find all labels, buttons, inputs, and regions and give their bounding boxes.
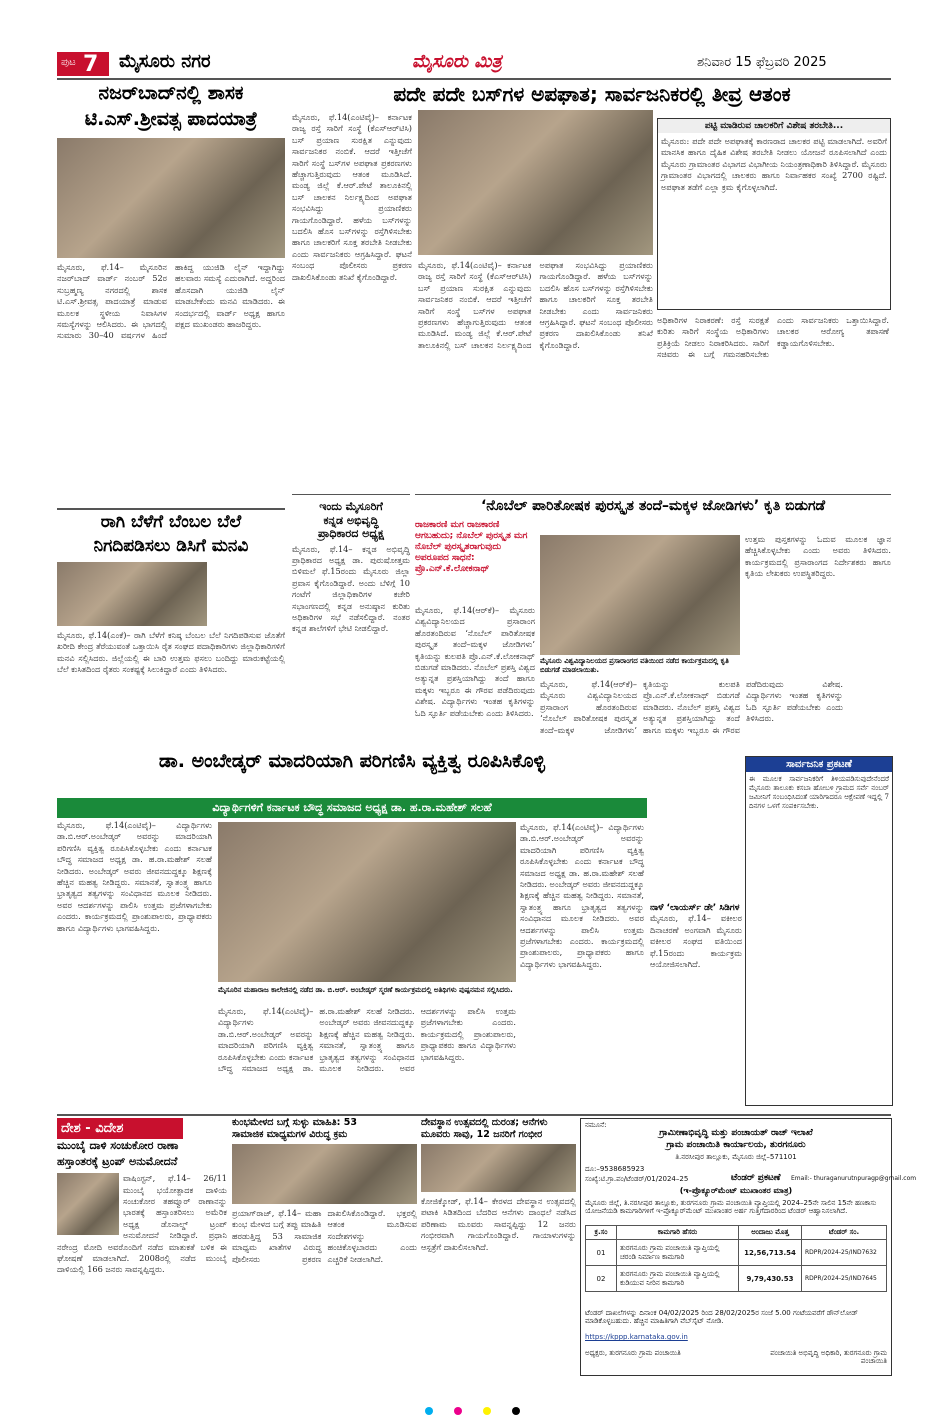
padayatre-photo	[57, 138, 285, 258]
tender-title: ಟೆಂಡರ್ ಪ್ರಕಟಣೆ	[731, 1173, 781, 1183]
tender-address: ತಿ.ನರಸೀಪುರ ತಾಲ್ಲೂಕು, ಮೈಸೂರು ಜಿಲ್ಲೆ–571101	[675, 1153, 797, 1161]
ambedkar-photo-caption: ಮೈಸೂರಿನ ಮಹಾರಾಜ ಕಾಲೇಜಿನಲ್ಲಿ ನಡೆದ ಡಾ. ಬಿ.ಆರ್. ಅಂಬೇಡ್ಕರ್ ಸ್ಮರಣೆ ಕಾರ್ಯಕ್ರಮದಲ್ಲಿ ಅತಿಥಿಗಳು ಪುಷ್ಪನಮನ ಸಲ್ಲಿಸಿದರು.	[218, 986, 513, 994]
page-number-badge	[57, 52, 109, 76]
tender-notice	[580, 1118, 917, 1376]
masthead	[57, 50, 891, 78]
article-body: ವಾಷಿಂಗ್ಟನ್, ಫೆ.14– 26/11 ಮುಂಬೈ ಭಯೋತ್ಪಾದಕ ದಾಳಿಯ ಸಂಚುಕೋರ ತಹವ್ವೂರ್ ರಾಣಾನನ್ನು ಭಾರತಕ್ಕೆ ಹಸ್ತಾಂತರಿಸಲು ಅಮೆರಿಕ ಅಧ್ಯಕ್ಷ ಡೊನಾಲ್ಡ್ ಟ್ರಂಪ್ ಅನುಮೋದನೆ ನೀಡಿದ್ದಾರೆ. ಪ್ರಧಾನಿ ನರೇಂದ್ರ ಮೋದಿ ಅವರೊಂದಿಗೆ ನಡೆದ ಮಾತುಕತೆ ಬಳಿಕ ಈ ಘೋಷಣೆ ಮಾಡಲಾಗಿದೆ. 2008ರಲ್ಲಿ ನಡೆದ ಮುಂಬೈ ದಾಳಿಯಲ್ಲಿ 166 ಜನರು ಸಾವನ್ನಪ್ಪಿದ್ದರು.	[57, 1173, 227, 1275]
registration-dot	[512, 1407, 520, 1415]
subhead: ರಾಜಕಾರಣಿ ಮಗ ರಾಜಕಾರಣಿ ಆಗಬಹುದು; ನೊಬೆಲ್ ಪುರಸ್ಕೃತ ಮಗ ನೊಬೆಲ್ ಪುರಸ್ಕೃತರಾಗುವುದು ಅಪರೂಪದ ಸಾಧನೆ: ಪ್ರೊ.ಎನ್.ಕೆ.ಲೋಕನಾಥ್	[415, 519, 528, 574]
section-name: ಮೈಸೂರು ನಗರ	[119, 51, 211, 72]
paper-name: ಮೈಸೂರು ಮಿತ್ರ	[412, 51, 502, 72]
story-kannada	[292, 494, 410, 741]
story-kumbh	[232, 1118, 417, 1373]
public-notice	[745, 756, 893, 1106]
tender-ref: ಸಂಖ್ಯೆ:ಟಿ.ಗ್ರಾ.ಪಂ/ಟೆಂಡರ್/01/2024–25	[585, 1175, 689, 1183]
bus-headline: ಪದೇ ಪದೇ ಬಸ್‌ಗಳ ಅಪಘಾತ; ಸಾರ್ವಜನಿಕರಲ್ಲಿ ತೀವ್ರ ಆತಂಕ	[393, 82, 791, 106]
article-body: ಮೈಸೂರು, ಫೆ.14– ಕನ್ನಡ ಅಭಿವೃದ್ಧಿ ಪ್ರಾಧಿಕಾರದ ಅಧ್ಯಕ್ಷ ಡಾ. ಪುರುಷೋತ್ತಮ ಬಿಳಿಮಲೆ ಫೆ.15ರಂದು ಮೈಸೂರು ಜಿಲ್ಲಾ ಪ್ರವಾಸ ಕೈಗೊಂಡಿದ್ದಾರೆ. ಅಂದು ಬೆಳಿಗ್ಗೆ 10 ಗಂಟೆಗೆ ಜಿಲ್ಲಾಧಿಕಾರಿಗಳ ಕಚೇರಿ ಸಭಾಂಗಣದಲ್ಲಿ ಕನ್ನಡ ಅನುಷ್ಠಾನ ಕುರಿತು ಅಧಿಕಾರಿಗಳ ಸಭೆ ನಡೆಸಲಿದ್ದಾರೆ. ನಂತರ ಕನ್ನಡ ಶಾಲೆಗಳಿಗೆ ಭೇಟಿ ನೀಡಲಿದ್ದಾರೆ.	[292, 543, 410, 634]
column-header: ಕ್ರ.ಸಂ	[586, 1226, 617, 1240]
masthead-rule	[57, 78, 891, 80]
column-header: ಅಂದಾಜು ಮೊತ್ತ	[739, 1226, 802, 1240]
registration-dot	[454, 1407, 462, 1415]
headline: ಕುಂಭಮೇಳದ ಬಗ್ಗೆ ಸುಳ್ಳು ಮಾಹಿತಿ: 53	[232, 1117, 357, 1128]
ambedkar-photo	[218, 822, 516, 982]
row-amount: 12,56,713.54	[739, 1240, 802, 1266]
headline: ಮುಂಬೈ ದಾಳಿ ಸಂಚುಕೋರ ರಾಣಾ	[57, 1139, 179, 1152]
table-header	[586, 1226, 887, 1240]
bus-accident-photo	[418, 110, 653, 255]
tender-org: ಗ್ರಾಮೀಣಾಭಿವೃದ್ಧಿ ಮತ್ತು ಪಂಚಾಯತ್ ರಾಜ್ ಇಲಾಖೆ	[659, 1128, 813, 1138]
row-amount: 9,79,430.53	[739, 1266, 802, 1292]
article-body: ಮೈಸೂರು, ಫೆ.14(ಆರ್‌ಕೆ)– ಮೈಸೂರು ವಿಶ್ವವಿದ್ಯಾನಿಲಯದ ಪ್ರಸಾರಾಂಗ ಹೊರತಂದಿರುವ ‘ನೊಬೆಲ್ ಪಾರಿತೋಷಕ ಪುರಸ್ಕೃತ ತಂದೆ–ಮಕ್ಕಳ ಜೋಡಿಗಳು’ ಕೃತಿಯನ್ನು ಕುಲಪತಿ ಪ್ರೊ.ಎನ್.ಕೆ.ಲೋಕನಾಥ್ ಬಿಡುಗಡೆ ಮಾಡಿದರು. ನೊಬೆಲ್ ಪ್ರಶಸ್ತಿ ವಿಶ್ವದ ಅತ್ಯುನ್ನತ ಪ್ರಶಸ್ತಿಯಾಗಿದ್ದು ತಂದೆ ಹಾಗೂ ಮಕ್ಕಳು ಇಬ್ಬರೂ ಈ ಗೌರವ ಪಡೆದಿರುವುದು ವಿಶೇಷ. ವಿದ್ಯಾರ್ಥಿಗಳು ಇಂತಹ ಕೃತಿಗಳನ್ನು ಓದಿ ಸ್ಫೂರ್ತಿ ಪಡೆಯಬೇಕು ಎಂದು ತಿಳಿಸಿದರು.	[415, 605, 536, 718]
lawyer-body: ಮೈಸೂರು, ಫೆ.14– ವಕೀಲರ ದಿನಾಚರಣೆ ಅಂಗವಾಗಿ ಮೈಸೂರು ವಕೀಲರ ಸಂಘದ ವತಿಯಿಂದ ಫೆ.15ರಂದು ಕಾರ್ಯಕ್ರಮ ಆಯೋಜಿಸಲಾಗಿದೆ.	[650, 913, 742, 970]
table-row	[586, 1240, 887, 1266]
tender-signatory-left: ಅಧ್ಯಕ್ಷರು, ತುರಗನೂರು ಗ್ರಾಮ ಪಂಚಾಯಿತಿ	[585, 1349, 681, 1357]
nobel-photo	[540, 535, 740, 655]
lawyer-story	[650, 904, 742, 1104]
tender-website-link[interactable]: https://kppp.karnataka.gov.in	[585, 1333, 688, 1341]
column-header: ಟೆಂಡರ್ ಸಂ.	[802, 1226, 887, 1240]
tender-subtitle: (ಇ-ಪ್ರೊಕ್ಯೂರ್‌ಮೆಂಟ್ ಮುಖಾಂತರ ಮಾತ್ರ)	[679, 1186, 793, 1195]
tender-phone: ದೂ:–9538685923	[585, 1165, 645, 1173]
headline: ನಜರ್‌ಬಾದ್‌ನಲ್ಲಿ ಶಾಸಕ	[98, 82, 244, 104]
tender-header: ನಮೂನೆ:	[585, 1121, 607, 1129]
ragi-photo	[57, 562, 207, 626]
tender-org: ಗ್ರಾಮ ಪಂಚಾಯಿತಿ ಕಾರ್ಯಾಲಯ, ತುರಗನೂರು	[666, 1140, 806, 1150]
headline: ‘ನೊಬೆಲ್ ಪಾರಿತೋಷಕ ಪುರಸ್ಕೃತ ತಂದೆ–ಮಕ್ಕಳ ಜೋಡಿಗಳು’ ಕೃತಿ ಬಿಡುಗಡೆ	[480, 498, 826, 514]
lawyer-title: ನಾಳೆ ‘ಲಾಯರ್ಸ್ ಡೇ’ ಸಿಡಿಗಳ	[650, 903, 740, 913]
article-body-col2: ಮೈಸೂರು, ಫೆ.14(ಆರ್‌ಕೆ)– ಮೈಸೂರು ವಿಶ್ವವಿದ್ಯಾನಿಲಯದ ಪ್ರಸಾರಾಂಗ ಹೊರತಂದಿರುವ ‘ನೊಬೆಲ್ ಪಾರಿತೋಷಕ ಪುರಸ್ಕೃತ ತಂದೆ–ಮಕ್ಕಳ ಜೋಡಿಗಳು’ ಕೃತಿಯನ್ನು ಕುಲಪತಿ ಪ್ರೊ.ಎನ್.ಕೆ.ಲೋಕನಾಥ್ ಬಿಡುಗಡೆ ಮಾಡಿದರು. ನೊಬೆಲ್ ಪ್ರಶಸ್ತಿ ವಿಶ್ವದ ಅತ್ಯುನ್ನತ ಪ್ರಶಸ್ತಿಯಾಗಿದ್ದು ತಂದೆ ಹಾಗೂ ಮಕ್ಕಳು ಇಬ್ಬರೂ ಈ ಗೌರವ ಪಡೆದಿರುವುದು ವಿಶೇಷ. ವಿದ್ಯಾರ್ಥಿಗಳು ಇಂತಹ ಕೃತಿಗಳನ್ನು ಓದಿ ಸ್ಫೂರ್ತಿ ಪಡೆಯಬೇಕು ಎಂದು ತಿಳಿಸಿದರು.	[540, 679, 843, 735]
headline: ಕನ್ನಡ ಅಭಿವೃದ್ಧಿ	[323, 513, 379, 527]
date-line: ಶನಿವಾರ 15 ಫೆಬ್ರವರಿ 2025	[697, 55, 827, 70]
tender-email: Email:- thuraganurutnpuragp@gmail.com	[791, 1175, 917, 1182]
rana-photo	[57, 1173, 119, 1235]
row-work: ತುರಗನೂರು ಗ್ರಾಮ ಪಂಚಾಯಿತಿ ವ್ಯಾಪ್ತಿಯಲ್ಲಿ ಚರಂಡಿ ನಿರ್ಮಾಣ ಕಾಮಗಾರಿ	[617, 1240, 739, 1266]
notice-body: ಈ ಮೂಲಕ ಸಾರ್ವಜನಿಕರಿಗೆ ತಿಳಿಯಪಡಿಸುವುದೇನೆಂದರೆ ಮೈಸೂರು ತಾಲೂಕು ಕಸಬಾ ಹೋಬಳಿ ಗ್ರಾಮದ ಸರ್ವೆ ನಂಬರ್ ಜಮೀನಿಗೆ ಸಂಬಂಧಿಸಿದಂತೆ ಯಾರಿಗಾದರೂ ಆಕ್ಷೇಪಣೆ ಇದ್ದಲ್ಲಿ 7 ದಿನಗಳ ಒಳಗೆ ಸಂಪರ್ಕಿಸಬೇಕು.	[749, 775, 889, 810]
tender-signatory-right: ಪಂಚಾಯಿತಿ ಅಭಿವೃದ್ಧಿ ಅಧಿಕಾರಿ, ತುರಗನೂರು ಗ್ರಾಮ ಪಂಚಾಯಿತಿ	[770, 1349, 887, 1365]
ambedkar-body: ಮೈಸೂರು, ಫೆ.14(ಎಂಟಿವೈ)– ವಿದ್ಯಾರ್ಥಿಗಳು ಡಾ.ಬಿ.ಆರ್.ಅಂಬೇಡ್ಕರ್ ಅವರನ್ನು ಮಾದರಿಯಾಗಿ ಪರಿಗಣಿಸಿ ವ್ಯಕ್ತಿತ್ವ ರೂಪಿಸಿಕೊಳ್ಳಬೇಕು ಎಂದು ಕರ್ನಾಟಕ ಬೌದ್ಧ ಸಮಾಜದ ಅಧ್ಯಕ್ಷ ಡಾ. ಹ.ರಾ.ಮಹೇಶ್ ಸಲಹೆ ನೀಡಿದರು. ಅಂಬೇಡ್ಕರ್ ಅವರು ಜೀವನದುದ್ದಕ್ಕೂ ಶಿಕ್ಷಣಕ್ಕೆ ಹೆಚ್ಚಿನ ಮಹತ್ವ ನೀಡಿದ್ದರು. ಸಮಾನತೆ, ಸ್ವಾತಂತ್ರ್ಯ ಹಾಗೂ ಭ್ರಾತೃತ್ವದ ತತ್ವಗಳನ್ನು ಸಂವಿಧಾನದ ಮೂಲಕ ನೀಡಿದರು. ಅವರ ಆದರ್ಶಗಳನ್ನು ಪಾಲಿಸಿ ಉತ್ತಮ ಪ್ರಜೆಗಳಾಗಬೇಕು ಎಂದರು. ಕಾರ್ಯಕ್ರಮದಲ್ಲಿ ಪ್ರಾಂಶುಪಾಲರು, ಪ್ರಾಧ್ಯಾಪಕರು ಹಾಗೂ ವಿದ್ಯಾರ್ಥಿಗಳು ಭಾಗವಹಿಸಿದ್ದರು.	[57, 820, 212, 933]
notice-title: ಸಾರ್ವಜನಿಕ ಪ್ರಕಟಣೆ	[746, 757, 892, 772]
story-world	[57, 1140, 227, 1372]
story-padayatre	[57, 82, 285, 502]
ambedkar-headline: ಡಾ. ಅಂಬೇಡ್ಕರ್ ಮಾದರಿಯಾಗಿ ಪರಿಗಣಿಸಿ ವ್ಯಕ್ತಿತ್ವ ರೂಪಿಸಿಕೊಳ್ಳಿ	[158, 750, 546, 772]
world-section-label: ದೇಶ - ವಿದೇಶ	[57, 1118, 183, 1139]
registration-dot	[425, 1407, 433, 1415]
column-header: ಕಾಮಗಾರಿ ಹೆಸರು	[617, 1226, 739, 1240]
article-body: ಕೋಜಿಕ್ಕೋಡ್, ಫೆ.14– ಕೇರಳದ ದೇವಸ್ಥಾನ ಉತ್ಸವದಲ್ಲಿ ಪಟಾಕಿ ಸಿಡಿತದಿಂದ ಬೆದರಿದ ಆನೆಗಳು ದಾಂಧಲೆ ನಡೆಸಿದ ಪರಿಣಾಮ ಮೂವರು ಸಾವನ್ನಪ್ಪಿದ್ದು 12 ಜನರು ಗಂಭೀರವಾಗಿ ಗಾಯಗೊಂಡಿದ್ದಾರೆ. ಗಾಯಾಳುಗಳನ್ನು ಆಸ್ಪತ್ರೆಗೆ ದಾಖಲಿಸಲಾಗಿದೆ.	[421, 1195, 576, 1252]
headline: ನಿಗದಿಪಡಿಸಲು ಡಿಸಿಗೆ ಮನವಿ	[93, 535, 249, 556]
row-no: 01	[586, 1240, 617, 1266]
ambedkar-body-col2: ಮೈಸೂರು, ಫೆ.14(ಎಂಟಿವೈ)– ವಿದ್ಯಾರ್ಥಿಗಳು ಡಾ.ಬಿ.ಆರ್.ಅಂಬೇಡ್ಕರ್ ಅವರನ್ನು ಮಾದರಿಯಾಗಿ ಪರಿಗಣಿಸಿ ವ್ಯಕ್ತಿತ್ವ ರೂಪಿಸಿಕೊಳ್ಳಬೇಕು ಎಂದು ಕರ್ನಾಟಕ ಬೌದ್ಧ ಸಮಾಜದ ಅಧ್ಯಕ್ಷ ಡಾ. ಹ.ರಾ.ಮಹೇಶ್ ಸಲಹೆ ನೀಡಿದರು. ಅಂಬೇಡ್ಕರ್ ಅವರು ಜೀವನದುದ್ದಕ್ಕೂ ಶಿಕ್ಷಣಕ್ಕೆ ಹೆಚ್ಚಿನ ಮಹತ್ವ ನೀಡಿದ್ದರು. ಸಮಾನತೆ, ಸ್ವಾತಂತ್ರ್ಯ ಹಾಗೂ ಭ್ರಾತೃತ್ವದ ತತ್ವಗಳನ್ನು ಸಂವಿಧಾನದ ಮೂಲಕ ನೀಡಿದರು. ಅವರ ಆದರ್ಶಗಳನ್ನು ಪಾಲಿಸಿ ಉತ್ತಮ ಪ್ರಜೆಗಳಾಗಬೇಕು ಎಂದರು. ಕಾರ್ಯಕ್ರಮದಲ್ಲಿ ಪ್ರಾಂಶುಪಾಲರು, ಪ್ರಾಧ್ಯಾಪಕರು ಹಾಗೂ ವಿದ್ಯಾರ್ಥಿಗಳು ಭಾಗವಹಿಸಿದ್ದರು.	[218, 1006, 516, 1074]
tender-footer: ಟೆಂಡರ್ ದಾಖಲೆಗಳನ್ನು ದಿನಾಂಕ 04/02/2025 ರಿಂದ 28/02/2025ರ ಸಂಜೆ 5.00 ಗಂಟೆಯವರೆಗೆ ಡೌನ್‌ಲೋಡ್ ಮಾಡಿಕೊಳ್ಳಬಹುದು. ಹೆಚ್ಚಿನ ಮಾಹಿತಿಗಾಗಿ ವೆಬ್‌ಸೈಟ್ ನೋಡಿ.	[585, 1309, 859, 1325]
tender-table	[585, 1225, 887, 1292]
row-work: ತುರಗನೂರು ಗ್ರಾಮ ಪಂಚಾಯಿತಿ ವ್ಯಾಪ್ತಿಯಲ್ಲಿ ಕುಡಿಯುವ ನೀರಿನ ಕಾಮಗಾರಿ	[617, 1266, 739, 1292]
row-no: 02	[586, 1266, 617, 1292]
sidebar-body: ಮೈಸೂರು: ಪದೇ ಪದೇ ಅಪಘಾತಕ್ಕೆ ಕಾರಣರಾದ ಚಾಲಕರ ಪಟ್ಟಿ ಮಾಡಲಾಗಿದೆ. ಅವರಿಗೆ ಮಾನಸಿಕ ಹಾಗೂ ದೈಹಿಕ ವಿಶೇಷ ತರಬೇತಿ ನೀಡಲು ಯೋಜನೆ ರೂಪಿಸಲಾಗಿದೆ ಎಂದು ಮೈಸೂರು ಗ್ರಾಮಾಂತರ ವಿಭಾಗದ ವಿಭಾಗೀಯ ನಿಯಂತ್ರಣಾಧಿಕಾರಿ ತಿಳಿಸಿದ್ದಾರೆ. ಮೈಸೂರು ಗ್ರಾಮಾಂತರ ವಿಭಾಗದಲ್ಲಿ ಚಾಲಕರು ಹಾಗೂ ನಿರ್ವಾಹಕರ ಸಂಖ್ಯೆ 2700 ರಷ್ಟಿದೆ. ಅಪಘಾತ ತಡೆಗೆ ಎಲ್ಲಾ ಕ್ರಮ ಕೈಗೊಳ್ಳಲಾಗಿದೆ.	[661, 136, 887, 192]
tender-intro: ಮೈಸೂರು ಜಿಲ್ಲೆ, ತಿ.ನರಸೀಪುರ ತಾಲ್ಲೂಕು, ತುರಗನೂರು ಗ್ರಾಮ ಪಂಚಾಯಿತಿ ವ್ಯಾಪ್ತಿಯಲ್ಲಿ 2024–25ನೇ ಸಾಲಿನ 15ನೇ ಹಣಕಾಸು ಯೋಜನೆಯಡಿ ಕಾಮಗಾರಿಗಳಿಗೆ ಇ-ಪ್ರೊಕ್ಯೂರ್‌ಮೆಂಟ್ ಮುಖಾಂತರ ಅರ್ಹ ಗುತ್ತಿಗೆದಾರರಿಂದ ಟೆಂಡರ್ ಆಹ್ವಾನಿಸಲಾಗಿದೆ.	[585, 1199, 877, 1215]
headline: ಹಸ್ತಾಂತರಕ್ಕೆ ಟ್ರಂಪ್ ಅನುಮೋದನೆ	[57, 1154, 178, 1168]
sidebar-title: ಪಟ್ಟಿ ಮಾಡಿರುವ ಚಾಲಕರಿಗೆ ವಿಶೇಷ ತರಬೇತಿ...	[658, 119, 890, 133]
headline: ಸಾಮಾಜಿಕ ಮಾಧ್ಯಮಗಳ ವಿರುದ್ಧ ಕ್ರಮ	[232, 1128, 348, 1140]
accident-photo	[421, 1144, 576, 1192]
photo-caption: ಮೈಸೂರು ವಿಶ್ವವಿದ್ಯಾನಿಲಯದ ಪ್ರಸಾರಾಂಗದ ವತಿಯಿಂದ ನಡೆದ ಕಾರ್ಯಕ್ರಮದಲ್ಲಿ ಕೃತಿ ಬಿಡುಗಡೆ ಮಾಡಲಾಯಿತು.	[540, 657, 729, 674]
story-ragi	[57, 508, 285, 742]
article-body: ಮೈಸೂರು, ಫೆ.14– ಮೈಸೂರಿನ ನಜರ್‌ಬಾದ್ ವಾರ್ಡ್ ನಂಬರ್ 52ರ ಸುಬ್ರಹ್ಮಣ್ಯ ನಗರದಲ್ಲಿ ಶಾಸಕ ಟಿ.ಎಸ್.ಶ್ರೀವತ್ಸ ಪಾದಯಾತ್ರೆ ಮಾಡುವ ಮೂಲಕ ಸ್ಥಳೀಯ ನಿವಾಸಿಗಳ ಸಮಸ್ಯೆಗಳನ್ನು ಆಲಿಸಿದರು. ಈ ಭಾಗದಲ್ಲಿ ಸುಮಾರು 30–40 ವರ್ಷಗಳ ಹಿಂದೆ ಹಾಕಿದ್ದ ಯುಜಿಡಿ ಲೈನ್ ಇದ್ದಾಗಿದ್ದು ಹಲವಾರು ಸಮಸ್ಯೆ ಎದುರಾಗಿದೆ. ಅದ್ದರಿಂದ ಹೊಸದಾಗಿ ಯುಜಿಡಿ ಲೈನ್ ಮಾಡಬೇಕೆಂದು ಮನವಿ ಮಾಡಿದರು. ಈ ಸಂದರ್ಭದಲ್ಲಿ ವಾರ್ಡ್ ಅಧ್ಯಕ್ಷ ಹಾಗೂ ಪಕ್ಷದ ಮುಖಂಡರು ಹಾಜರಿದ್ದರು.	[57, 261, 285, 341]
right-column-body: ಉತ್ತಮ ಪುಸ್ತಕಗಳನ್ನು ಓದುವ ಮೂಲಕ ಜ್ಞಾನ ಹೆಚ್ಚಿಸಿಕೊಳ್ಳಬೇಕು ಎಂದು ಅವರು ತಿಳಿಸಿದರು. ಕಾರ್ಯಕ್ರಮದಲ್ಲಿ ಪ್ರಸಾರಾಂಗದ ನಿರ್ದೇಶಕರು ಹಾಗೂ ಕೃತಿಯ ಲೇಖಕರು ಉಪಸ್ಥಿತರಿದ್ದರು.	[745, 534, 891, 579]
headline: ಮೂವರು ಸಾವು, 12 ಜನರಿಗೆ ಗಂಭೀರ	[421, 1128, 543, 1140]
ambedkar-body-col3: ಮೈಸೂರು, ಫೆ.14(ಎಂಟಿವೈ)– ವಿದ್ಯಾರ್ಥಿಗಳು ಡಾ.ಬಿ.ಆರ್.ಅಂಬೇಡ್ಕರ್ ಅವರನ್ನು ಮಾದರಿಯಾಗಿ ಪರಿಗಣಿಸಿ ವ್ಯಕ್ತಿತ್ವ ರೂಪಿಸಿಕೊಳ್ಳಬೇಕು ಎಂದು ಕರ್ನಾಟಕ ಬೌದ್ಧ ಸಮಾಜದ ಅಧ್ಯಕ್ಷ ಡಾ. ಹ.ರಾ.ಮಹೇಶ್ ಸಲಹೆ ನೀಡಿದರು. ಅಂಬೇಡ್ಕರ್ ಅವರು ಜೀವನದುದ್ದಕ್ಕೂ ಶಿಕ್ಷಣಕ್ಕೆ ಹೆಚ್ಚಿನ ಮಹತ್ವ ನೀಡಿದ್ದರು. ಸಮಾನತೆ, ಸ್ವಾತಂತ್ರ್ಯ ಹಾಗೂ ಭ್ರಾತೃತ್ವದ ತತ್ವಗಳನ್ನು ಸಂವಿಧಾನದ ಮೂಲಕ ನೀಡಿದರು. ಅವರ ಆದರ್ಶಗಳನ್ನು ಪಾಲಿಸಿ ಉತ್ತಮ ಪ್ರಜೆಗಳಾಗಬೇಕು ಎಂದರು. ಕಾರ್ಯಕ್ರಮದಲ್ಲಿ ಪ್ರಾಂಶುಪಾಲರು, ಪ್ರಾಧ್ಯಾಪಕರು ಹಾಗೂ ವಿದ್ಯಾರ್ಥಿಗಳು ಭಾಗವಹಿಸಿದ್ದರು.	[520, 822, 644, 969]
table-row	[586, 1266, 887, 1292]
bus-article-body: ಮೈಸೂರು, ಫೆ.14(ಎಂಟಿವೈ)– ಕರ್ನಾಟಕ ರಾಜ್ಯ ರಸ್ತೆ ಸಾರಿಗೆ ಸಂಸ್ಥೆ (ಕೆಎಸ್‌ಆರ್‌ಟಿಸಿ) ಬಸ್ ಪ್ರಯಾಣ ಸುರಕ್ಷಿತ ಎನ್ನುವುದು ಸಾರ್ವಜನಿಕರ ನಂಬಿಕೆ. ಆದರೆ ಇತ್ತೀಚೆಗೆ ಸಾರಿಗೆ ಸಂಸ್ಥೆ ಬಸ್‌ಗಳ ಅಪಘಾತ ಪ್ರಕರಣಗಳು ಹೆಚ್ಚಾಗುತ್ತಿರುವುದು ಆತಂಕ ಮೂಡಿಸಿದೆ. ಮಂಡ್ಯ ಜಿಲ್ಲೆ ಕೆ.ಆರ್.ಪೇಟೆ ತಾಲೂಕಿನಲ್ಲಿ ಬಸ್ ಚಾಲಕನ ನಿರ್ಲಕ್ಷ್ಯದಿಂದ ಅಪಘಾತ ಸಂಭವಿಸಿದ್ದು ಪ್ರಯಾಣಿಕರು ಗಾಯಗೊಂಡಿದ್ದಾರೆ. ಹಳೆಯ ಬಸ್‌ಗಳನ್ನು ಬದಲಿಸಿ ಹೊಸ ಬಸ್‌ಗಳನ್ನು ರಸ್ತೆಗಿಳಿಸಬೇಕು ಹಾಗೂ ಚಾಲಕರಿಗೆ ಸೂಕ್ತ ತರಬೇತಿ ನೀಡಬೇಕು ಎಂದು ಸಾರ್ವಜನಿಕರು ಆಗ್ರಹಿಸಿದ್ದಾರೆ. ಘಟನೆ ಸಂಬಂಧ ಪೊಲೀಸರು ಪ್ರಕರಣ ದಾಖಲಿಸಿಕೊಂಡು ತನಿಖೆ ಕೈಗೊಂಡಿದ್ದಾರೆ.	[292, 112, 412, 282]
kumbh-photo	[232, 1144, 417, 1204]
bus-sidebar	[657, 118, 891, 310]
registration-marks	[40, 1400, 905, 1419]
headline: ಇಂದು ಮೈಸೂರಿಗೆ	[319, 500, 383, 513]
row-tender-no: RDPR/2024-25/IND7645	[802, 1266, 887, 1292]
row-tender-no: RDPR/2024-25/IND7632	[802, 1240, 887, 1266]
headline: ರಾಗಿ ಬೆಳೆಗೆ ಬೆಂಬಲ ಬೆಲೆ	[100, 512, 242, 532]
bus-article-col3: ಅಧಿಕಾರಿಗಳ ನಿರಾಕರಣೆ: ರಸ್ತೆ ಸುರಕ್ಷತೆ ಕುರಿತು ಸಾರಿಗೆ ಸಂಸ್ಥೆಯ ಅಧಿಕಾರಿಗಳು ಪ್ರತಿಕ್ರಿಯೆ ನೀಡಲು ನಿರಾಕರಿಸಿದರು. ಸಾರಿಗೆ ಸಚಿವರು ಈ ಬಗ್ಗೆ ಗಮನಹರಿಸಬೇಕು ಎಂದು ಸಾರ್ವಜನಿಕರು ಒತ್ತಾಯಿಸಿದ್ದಾರೆ. ಚಾಲಕರ ಆರೋಗ್ಯ ತಪಾಸಣೆ ಕಡ್ಡಾಯಗೊಳಿಸಬೇಕು.	[657, 315, 889, 360]
article-body: ಮೈಸೂರು, ಫೆ.14(ಎಂಕೆ)– ರಾಗಿ ಬೆಳೆಗೆ ಕನಿಷ್ಠ ಬೆಂಬಲ ಬೆಲೆ ನಿಗದಿಪಡಿಸುವ ಜೊತೆಗೆ ಖರೀದಿ ಕೇಂದ್ರ ತೆರೆಯುವಂತೆ ಒತ್ತಾಯಿಸಿ ರೈತ ಸಂಘದ ಪದಾಧಿಕಾರಿಗಳು ಜಿಲ್ಲಾಧಿಕಾರಿಗಳಿಗೆ ಮನವಿ ಸಲ್ಲಿಸಿದರು. ಜಿಲ್ಲೆಯಲ್ಲಿ ಈ ಬಾರಿ ಉತ್ತಮ ಫಸಲು ಬಂದಿದ್ದು ಮಾರುಕಟ್ಟೆಯಲ್ಲಿ ಬೆಲೆ ಕುಸಿತದಿಂದ ರೈತರು ಸಂಕಷ್ಟಕ್ಕೆ ಸಿಲುಕಿದ್ದಾರೆ ಎಂದು ತಿಳಿಸಿದರು.	[57, 629, 285, 674]
page-number: 7	[83, 52, 99, 77]
ambedkar-subhead: ವಿದ್ಯಾರ್ಥಿಗಳಿಗೆ ಕರ್ನಾಟಕ ಬೌದ್ಧ ಸಮಾಜದ ಅಧ್ಯಕ್ಷ ಡಾ. ಹ.ರಾ.ಮಹೇಶ್ ಸಲಹೆ	[57, 798, 647, 818]
page-label: ಪುಟ	[61, 57, 76, 68]
headline: ದೇವಸ್ಥಾನ ಉತ್ಸವದಲ್ಲಿ ದುರಂತ; ಆನೆಗಳು	[421, 1117, 548, 1128]
headline: ಪ್ರಾಧಿಕಾರದ ಅಧ್ಯಕ್ಷ	[318, 527, 384, 541]
registration-dot	[483, 1407, 491, 1415]
section-rule	[57, 1114, 891, 1116]
story-accident	[421, 1118, 576, 1373]
bus-article-col2: ಮೈಸೂರು, ಫೆ.14(ಎಂಟಿವೈ)– ಕರ್ನಾಟಕ ರಾಜ್ಯ ರಸ್ತೆ ಸಾರಿಗೆ ಸಂಸ್ಥೆ (ಕೆಎಸ್‌ಆರ್‌ಟಿಸಿ) ಬಸ್ ಪ್ರಯಾಣ ಸುರಕ್ಷಿತ ಎನ್ನುವುದು ಸಾರ್ವಜನಿಕರ ನಂಬಿಕೆ. ಆದರೆ ಇತ್ತೀಚೆಗೆ ಸಾರಿಗೆ ಸಂಸ್ಥೆ ಬಸ್‌ಗಳ ಅಪಘಾತ ಪ್ರಕರಣಗಳು ಹೆಚ್ಚಾಗುತ್ತಿರುವುದು ಆತಂಕ ಮೂಡಿಸಿದೆ. ಮಂಡ್ಯ ಜಿಲ್ಲೆ ಕೆ.ಆರ್.ಪೇಟೆ ತಾಲೂಕಿನಲ್ಲಿ ಬಸ್ ಚಾಲಕನ ನಿರ್ಲಕ್ಷ್ಯದಿಂದ ಅಪಘಾತ ಸಂಭವಿಸಿದ್ದು ಪ್ರಯಾಣಿಕರು ಗಾಯಗೊಂಡಿದ್ದಾರೆ. ಹಳೆಯ ಬಸ್‌ಗಳನ್ನು ಬದಲಿಸಿ ಹೊಸ ಬಸ್‌ಗಳನ್ನು ರಸ್ತೆಗಿಳಿಸಬೇಕು ಹಾಗೂ ಚಾಲಕರಿಗೆ ಸೂಕ್ತ ತರಬೇತಿ ನೀಡಬೇಕು ಎಂದು ಸಾರ್ವಜನಿಕರು ಆಗ್ರಹಿಸಿದ್ದಾರೆ. ಘಟನೆ ಸಂಬಂಧ ಪೊಲೀಸರು ಪ್ರಕರಣ ದಾಖಲಿಸಿಕೊಂಡು ತನಿಖೆ ಕೈಗೊಂಡಿದ್ದಾರೆ.	[418, 260, 653, 350]
article-body: ಪ್ರಯಾಗ್‌ರಾಜ್, ಫೆ.14– ಮಹಾ ಕುಂಭ ಮೇಳದ ಬಗ್ಗೆ ತಪ್ಪು ಮಾಹಿತಿ ಹರಡುತ್ತಿದ್ದ 53 ಸಾಮಾಜಿಕ ಮಾಧ್ಯಮ ಖಾತೆಗಳ ವಿರುದ್ಧ ಪೊಲೀಸರು ಪ್ರಕರಣ ದಾಖಲಿಸಿಕೊಂಡಿದ್ದಾರೆ. ಭಕ್ತರಲ್ಲಿ ಆತಂಕ ಮೂಡಿಸುವ ಸಂದೇಶಗಳನ್ನು ಹಂಚಿಕೊಳ್ಳಬಾರದು ಎಂದು ಎಚ್ಚರಿಕೆ ನೀಡಲಾಗಿದೆ.	[232, 1207, 417, 1264]
headline: ಟಿ.ಎಸ್.ಶ್ರೀವತ್ಸ ಪಾದಯಾತ್ರೆ	[84, 107, 258, 130]
